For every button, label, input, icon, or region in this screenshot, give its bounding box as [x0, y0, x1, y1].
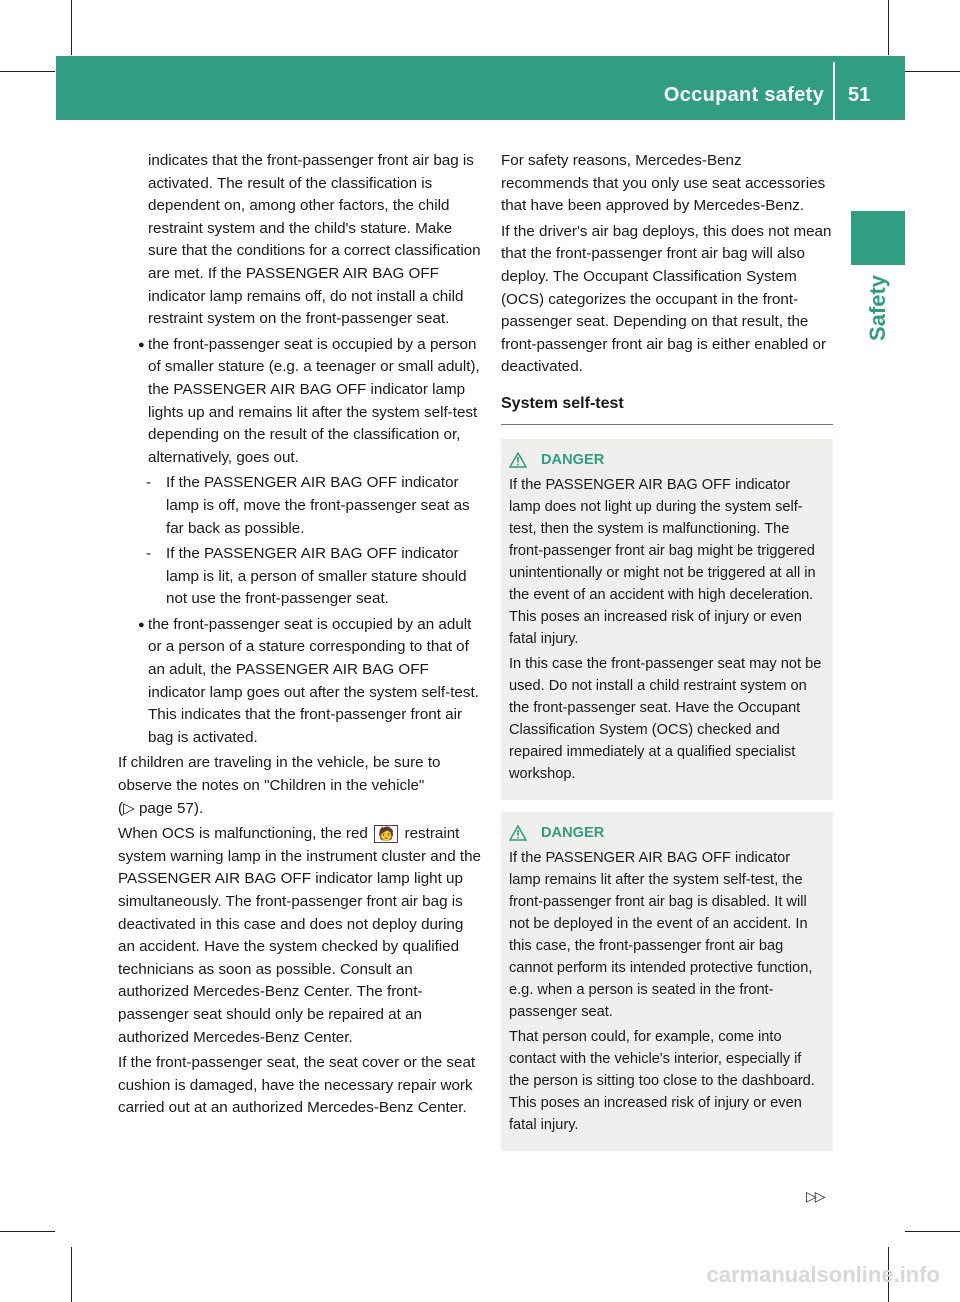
bullet-icon: ● [138, 338, 145, 351]
chapter-tab [851, 211, 905, 265]
left-column [118, 150, 482, 1123]
warning-triangle-icon [509, 452, 527, 468]
paragraph: For safety reasons, Mercedes-Benz recommends that you only use seat accessories that have been approved by Mercedes-Benz. [501, 152, 826, 215]
chapter-label: Safety [865, 274, 891, 342]
page-ref-arrow-icon: ▷ [123, 799, 135, 817]
paragraph: indicates that the front-passenger front air bag is activated. The result of the classification is dependent on, among other factors, the child restraint system and the child's stature. Make sure that the conditions for a correct classification are met. If the PASSENGER AIR BAG OFF indicator lamp remains off, do not install a child restraint system on the front-passenger seat. [148, 152, 481, 328]
danger-text: That person could, for example, come into contact with the vehicle's interior, especially if the person is sitting too close to the dashboard. This poses an increased risk of injury or even fatal injury. [509, 1028, 815, 1133]
watermark: carmanualsonline.info [706, 1262, 940, 1287]
crop-mark [888, 0, 889, 55]
danger-text: If the PASSENGER AIR BAG OFF indicator lamp does not light up during the system self-test, then the system is malfunctioning. The front-passenger front air bag might be triggered unintentionally or might not be triggered at all in the event of an accident with high deceleration. This poses an increased risk of injury or even fatal injury. [509, 476, 816, 647]
section-title: Occupant safety [663, 84, 824, 106]
danger-box [501, 439, 833, 800]
danger-header [509, 822, 825, 844]
dash-icon: - [146, 474, 152, 492]
right-column [501, 150, 833, 1163]
crop-mark [0, 71, 55, 72]
bullet-icon: ● [138, 618, 145, 631]
header-divider [833, 62, 835, 120]
list-item: ● the front-passenger seat is occupied by an adult or a person of a stature corresponding to that of an adult, the PASSENGER AIR BAG OFF indicator lamp goes out after the system self-test. This indicates that the front-passenger front air bag is activated. [138, 615, 479, 746]
crop-mark [0, 1231, 55, 1232]
sub-list-item: - If the PASSENGER AIR BAG OFF indicator lamp is lit, a person of smaller stature should not use the front-passenger seat. [146, 545, 467, 608]
paragraph: When OCS is malfunctioning, the red 🧑 restraint system warning lamp in the instrument cluster and the PASSENGER AIR BAG OFF indicator lamp light up simultaneously. The front-passenger front air bag is deactivated in this case and does not deploy during an accident. Have the system checked by qualified technicians as soon as possible. Consult an authorized Mercedes-Benz Center. The front-passenger seat should only be repaired at an authorized Mercedes-Benz Center. [118, 825, 481, 1046]
crop-mark [71, 0, 72, 55]
danger-text: In this case the front-passenger seat may not be used. Do not install a child restraint system on the front-passenger seat. Have the Occupant Classification System (OCS) checked and repaired immediately at a qualified specialist workshop. [509, 655, 822, 782]
list-item: ● the front-passenger seat is occupied by a person of smaller stature (e.g. a teenager or small adult), the PASSENGER AIR BAG OFF indicator lamp lights up and remains lit after the system self-test depending on the result of the classification or, alternatively, goes out. [138, 335, 480, 466]
paragraph: If children are traveling in the vehicle, be sure to observe the notes on "Children in the vehicle" (▷ page 57). [118, 754, 441, 817]
crop-mark [71, 1247, 72, 1302]
page-reference-link[interactable]: page 57 [138, 799, 194, 817]
danger-header [509, 449, 825, 471]
heading-rule [501, 424, 833, 425]
danger-title: DANGER [541, 824, 605, 841]
danger-text: If the PASSENGER AIR BAG OFF indicator lamp remains lit after the system self-test, the front-passenger front air bag is disabled. It will not be deployed in the event of an accident. In this case, the front-passenger front air bag cannot perform its intended protective function, e.g. when a person is seated in the front-passenger seat. [509, 849, 813, 1020]
danger-box [501, 812, 833, 1151]
crop-mark [905, 1231, 960, 1232]
continue-arrow-icon: ▷▷ [806, 1188, 824, 1204]
paragraph: If the driver's air bag deploys, this does not mean that the front-passenger front air bag will also deploy. The Occupant Classification System (OCS) categorizes the occupant in the front-passenger seat. Depending on that result, the front-passenger front air bag is either enabled or deactivated. [501, 222, 832, 376]
seatbelt-warning-icon: 🧑 [374, 825, 398, 843]
danger-title: DANGER [541, 451, 605, 468]
page-number: 51 [848, 84, 871, 106]
warning-triangle-icon [509, 825, 527, 841]
dash-icon: - [146, 545, 152, 563]
crop-mark [905, 71, 960, 72]
paragraph: If the front-passenger seat, the seat cover or the seat cushion is damaged, have the necessary repair work carried out at an authorized Mercedes-Benz Center. [118, 1054, 476, 1117]
section-heading: System self-test [501, 394, 624, 412]
sub-list-item: - If the PASSENGER AIR BAG OFF indicator lamp is off, move the front-passenger seat as far back as possible. [146, 474, 470, 537]
